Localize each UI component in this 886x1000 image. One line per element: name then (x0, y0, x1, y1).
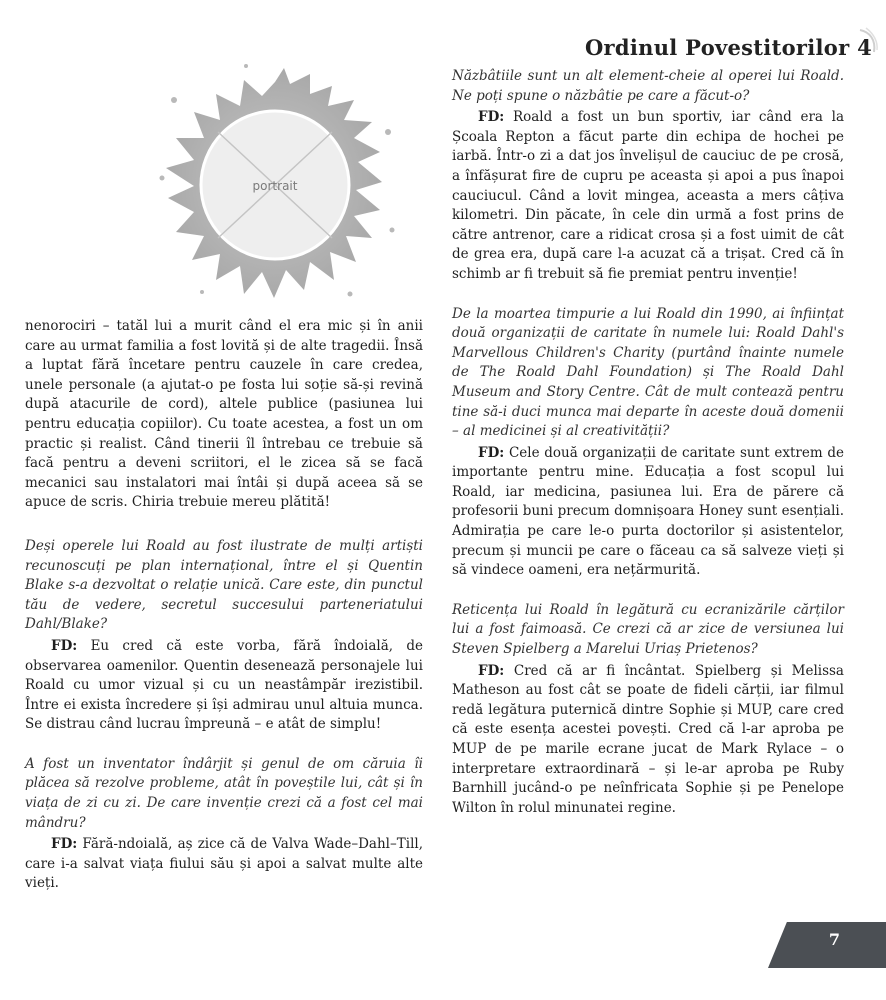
answer-1 (25, 637, 423, 735)
speaker-label: FD: (478, 444, 505, 461)
author-photo (150, 60, 400, 310)
decorative-tail-icon (856, 26, 880, 56)
speaker-label: FD: (478, 109, 505, 126)
page-title: Ordinul Povestitorilor 4 (584, 35, 872, 60)
answer-text: Cred că ar fi încântat. Spielberg și Melissa Matheson au fost cât se poate de fideli cărții, iar filmul redă legătura puternică dintre Sophie și MUP, care cred că este esența acestei povești. Cred că l-ar aproba pe MUP de pe marile ecrane jucat de Mark Rylace – o interpretare extraordinară – și le-ar aproba pe Ruby Barnhill jucând-o pe neînfricata Sophie și pe Penelope Wilton în rolul minunatei regine. (452, 662, 844, 816)
answer-text: Cele două organizații de caritate sunt extrem de importante pentru mine. Educația a fost scopul lui Roald, iar medicina, pasiunea lui. Era de părere că profesorii buni precum domnișoara Honey sunt esențiali. Admirația pe care le-o purta doctorilor și asistentelor, precum și muncii pe care o făceau ca să salveze vieți și să vindece oameni, era nețărmurită. (452, 444, 844, 579)
page-number-tab (768, 922, 886, 968)
answer-5 (452, 662, 844, 819)
speaker-label: FD: (478, 662, 505, 679)
question-3: Năzbâtiile sunt un alt element-cheie al operei lui Roald. Ne poți spune o năzbâtie pe care a făcut-o? (452, 68, 844, 104)
question-5: Reticența lui Roald în legătură cu ecranizările cărților lui a fost faimoasă. Ce crezi că ar zice de versiunea lui Steven Spielberg a Marelui Uriaș Prietenos? (452, 601, 844, 658)
right-column (452, 67, 844, 838)
question-1: Deși operele lui Roald au fost ilustrate de mulți artiști recunoscuți pe plan internațional, între el și Quentin Blake s-a dezvoltat o relație unică. Care este, din punctul tău de vedere, secretul succesului parteneriatului Dahl/Blake? (25, 537, 423, 633)
answer-3 (452, 108, 844, 284)
answer-text: Eu cred că este vorba, fără îndoială, de observarea oamenilor. Quentin desenează personajele lui Roald cu umor vizual și cu un neastâmpăr irezistibil. Între ei exista încredere și își admirau unul altuia munca. Se distrau când lucrau împreună – e atât de simplu! (25, 637, 423, 733)
page-number: 7 (828, 930, 840, 949)
intro-paragraph: nenorociri – tatăl lui a murit când el era mic și în anii care au urmat familia a fost lovită și de alte tragedii. Însă a luptat fără încetare pentru cauzele în care credea, unele personale (a ajutat-o pe fosta lui soție să-și revină după atacurile de cord), altele publice (pasiunea lui pentru educația copiilor). Cu toate acestea, a fost un om practic și realist. Când tinerii îl întrebau ce trebuie să facă pentru a deveni scriitori, el le zicea să se facă mecanici sau instalatori mai întâi și după aceea să se apuce de scris. Chiria trebuie mereu plătită! (25, 318, 423, 511)
answer-text: Roald a fost un bun sportiv, iar când era la Școala Repton a făcut parte din echipa de hochei pe iarbă. Într-o zi a dat jos învelișul de cauciuc de pe crosă, a înfășurat fire de cupru pe aceasta și apoi a pus înapoi cauciucul. Când a lovit mingea, aceasta a mers câțiva kilometri. Din păcate, în cele din urmă a fost prins de către antrenor, care a ridicat crosa și a fost uimit de cât de grea era, după care l-a acuzat că a trișat. Cred că în schimb ar fi trebuit să fie premiat pentru invenție! (452, 109, 844, 282)
question-2: A fost un inventator îndârjit și genul de om căruia îi plăcea să rezolve probleme, atât în poveștile lui, cât și în viața de zi cu zi. De care invenție crezi că a fost cel mai mândru? (25, 755, 423, 831)
photo-placeholder-label: portrait (252, 179, 298, 193)
answer-4 (452, 444, 844, 581)
question-4: De la moartea timpurie a lui Roald din 1990, ai înființat două organizații de caritate în numele lui: Roald Dahl's Marvellous Children's Charity (purtând înainte numele de The Roald Dahl Foundation) și The Roald Dahl Museum and Story Centre. Cât de mult contează pentru tine să-i duci munca mai departe în aceste două domenii – al medicinei și al creativității? (452, 305, 844, 440)
speaker-label: FD: (51, 836, 78, 853)
left-column (25, 317, 423, 914)
paint-splash-frame (150, 60, 400, 310)
answer-2 (25, 835, 423, 894)
answer-text: Fără-ndoială, aș zice că de Valva Wade–Dahl–Till, care i-a salvat viața fiului său și apoi a salvat multe alte vieți. (25, 836, 423, 892)
speaker-label: FD: (51, 637, 78, 654)
